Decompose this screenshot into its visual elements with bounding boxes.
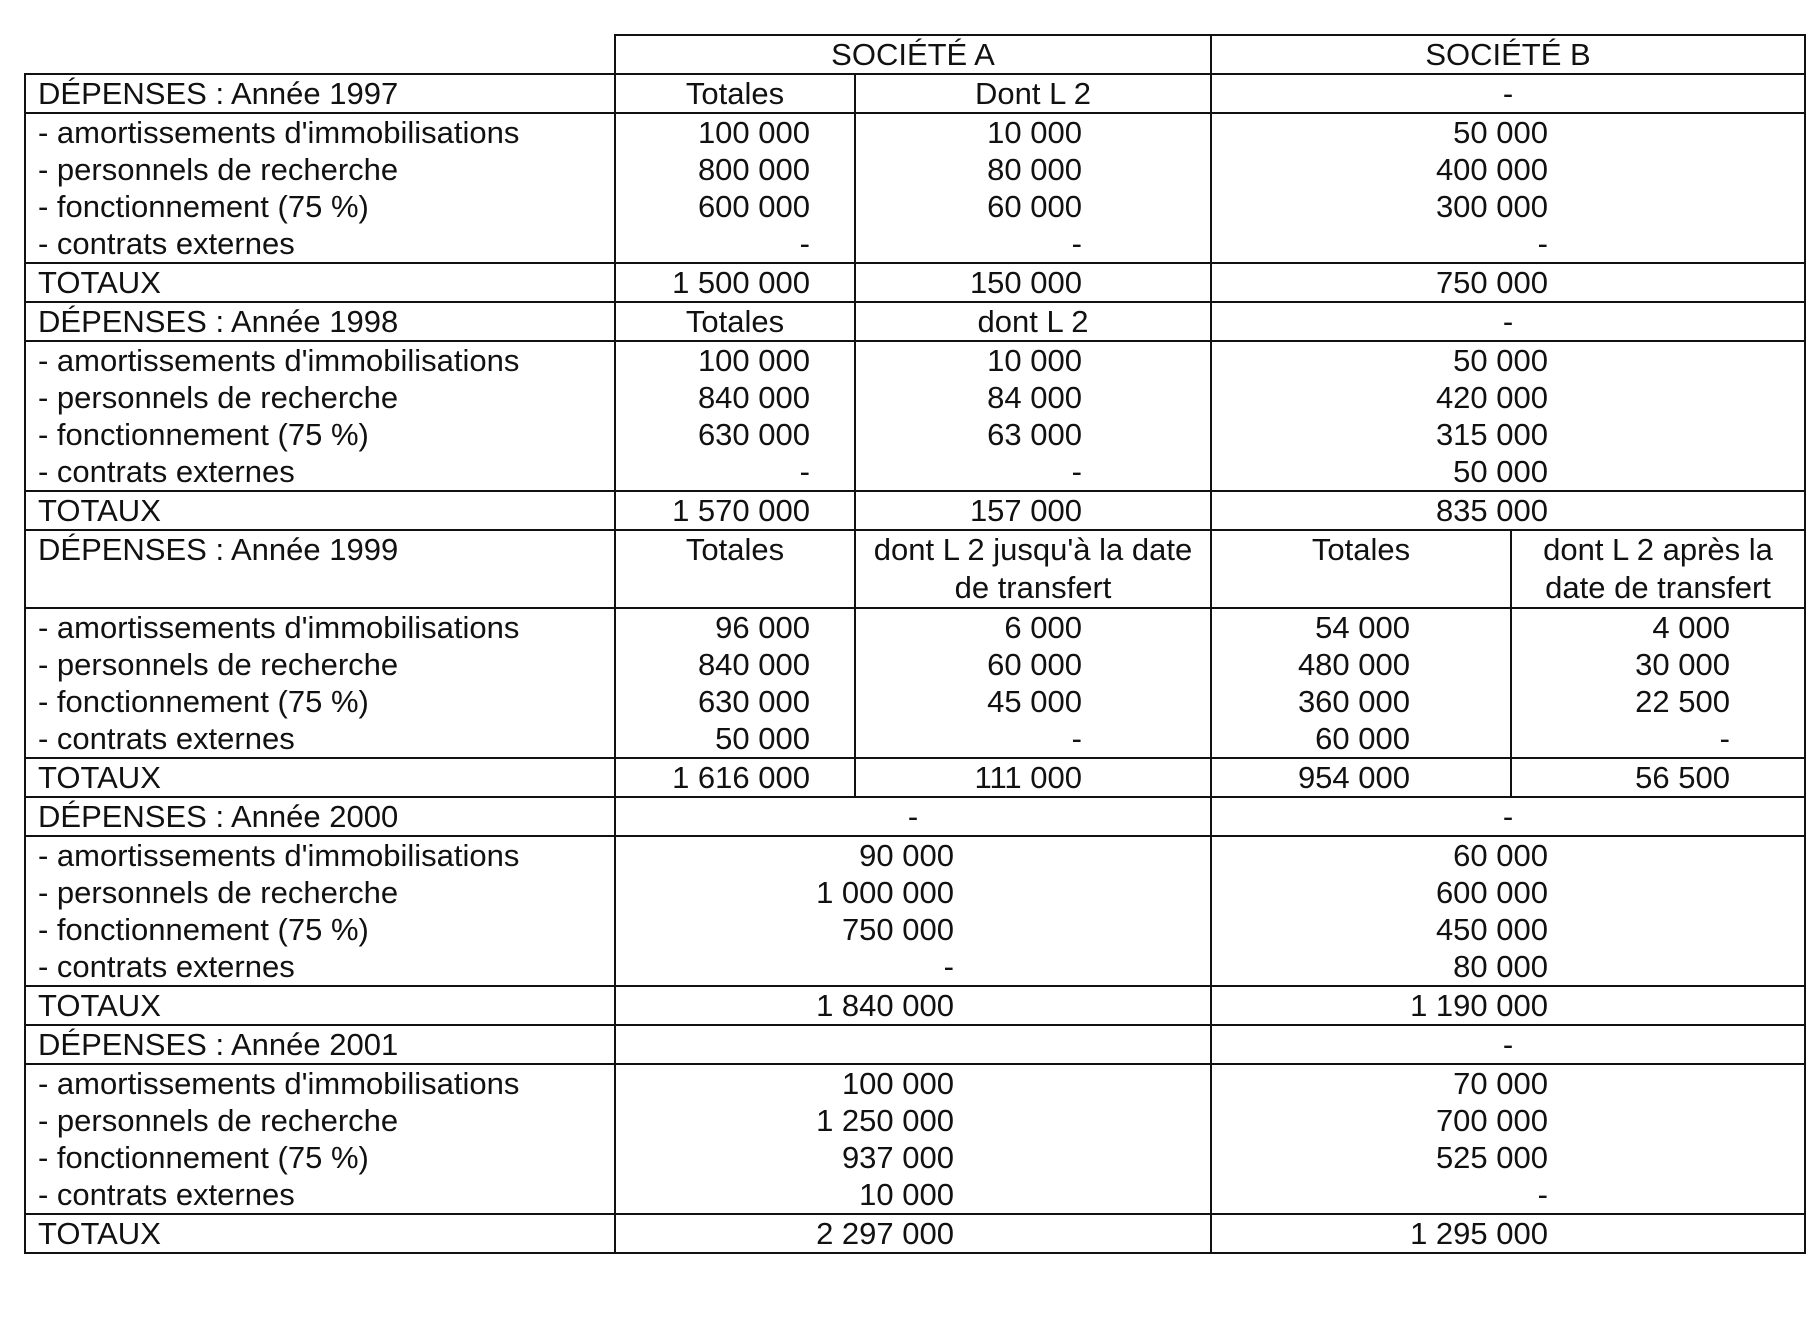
row-label: - personnels de recherche bbox=[25, 874, 615, 911]
cell-a-totales: 50 000 bbox=[615, 720, 855, 758]
cell-a: - bbox=[615, 948, 1211, 986]
table-row bbox=[25, 948, 1805, 986]
table-row bbox=[25, 1102, 1805, 1139]
totals-label: TOTAUX bbox=[25, 986, 615, 1025]
row-label: - amortissements d'immobilisations bbox=[25, 1064, 615, 1102]
cell-a-totales: 96 000 bbox=[615, 608, 855, 646]
cell-b-dont-l2: 30 000 bbox=[1511, 646, 1805, 683]
row-label: - fonctionnement (75 %) bbox=[25, 683, 615, 720]
subheader-b: - bbox=[1211, 797, 1805, 836]
cell-a: 10 000 bbox=[615, 1176, 1211, 1214]
total-b: 1 295 000 bbox=[1211, 1214, 1805, 1253]
table-row bbox=[25, 720, 1805, 758]
table-row bbox=[25, 646, 1805, 683]
year-title-1999: DÉPENSES : Année 1999 bbox=[25, 530, 615, 608]
year-header-row-1999 bbox=[25, 530, 1805, 608]
cell-b: 700 000 bbox=[1211, 1102, 1805, 1139]
table-row bbox=[25, 836, 1805, 874]
cell-a-totales: 100 000 bbox=[615, 341, 855, 379]
cell-b: 450 000 bbox=[1211, 911, 1805, 948]
cell-a-totales: 630 000 bbox=[615, 683, 855, 720]
total-a-totales: 1 500 000 bbox=[615, 263, 855, 302]
row-label: - contrats externes bbox=[25, 948, 615, 986]
year-title-2001: DÉPENSES : Année 2001 bbox=[25, 1025, 615, 1064]
cell-a-dont-l2: - bbox=[855, 453, 1211, 491]
table-row bbox=[25, 379, 1805, 416]
total-b: 835 000 bbox=[1211, 491, 1805, 530]
totals-label: TOTAUX bbox=[25, 263, 615, 302]
subheader-a bbox=[615, 1025, 1211, 1064]
total-a-dont-l2: 150 000 bbox=[855, 263, 1211, 302]
cell-b: 420 000 bbox=[1211, 379, 1805, 416]
table-row bbox=[25, 608, 1805, 646]
cell-b: 525 000 bbox=[1211, 1139, 1805, 1176]
total-a-totales: 1 570 000 bbox=[615, 491, 855, 530]
table-row bbox=[25, 453, 1805, 491]
cell-a-dont-l2: 63 000 bbox=[855, 416, 1211, 453]
cell-a: 1 250 000 bbox=[615, 1102, 1211, 1139]
row-label: - contrats externes bbox=[25, 453, 615, 491]
cell-b: 50 000 bbox=[1211, 453, 1805, 491]
subheader-b: - bbox=[1211, 302, 1805, 341]
company-b-header: SOCIÉTÉ B bbox=[1211, 35, 1805, 74]
cell-a-dont-l2: - bbox=[855, 720, 1211, 758]
cell-a: 100 000 bbox=[615, 1064, 1211, 1102]
table-row bbox=[25, 1139, 1805, 1176]
cell-a-totales: 840 000 bbox=[615, 379, 855, 416]
row-label: - personnels de recherche bbox=[25, 151, 615, 188]
row-label: - contrats externes bbox=[25, 720, 615, 758]
row-label: - amortissements d'immobilisations bbox=[25, 608, 615, 646]
row-label: - fonctionnement (75 %) bbox=[25, 1139, 615, 1176]
total-a-totales: 1 616 000 bbox=[615, 758, 855, 797]
year-header-row-1997 bbox=[25, 74, 1805, 113]
cell-a: 90 000 bbox=[615, 836, 1211, 874]
cell-a-dont-l2: - bbox=[855, 225, 1211, 263]
cell-a-totales: 600 000 bbox=[615, 188, 855, 225]
cell-a-totales: 840 000 bbox=[615, 646, 855, 683]
subheader-a-totales: Totales bbox=[615, 302, 855, 341]
totals-row-2000 bbox=[25, 986, 1805, 1025]
company-a-header: SOCIÉTÉ A bbox=[615, 35, 1211, 74]
row-label: - contrats externes bbox=[25, 225, 615, 263]
subheader-b-dont-l2: dont L 2 après la date de transfert bbox=[1511, 530, 1805, 608]
total-a-dont-l2: 111 000 bbox=[855, 758, 1211, 797]
total-b-totales: 954 000 bbox=[1211, 758, 1511, 797]
row-label: - amortissements d'immobilisations bbox=[25, 113, 615, 151]
cell-a-totales: 800 000 bbox=[615, 151, 855, 188]
cell-b: 50 000 bbox=[1211, 341, 1805, 379]
row-label: - fonctionnement (75 %) bbox=[25, 911, 615, 948]
cell-a-totales: - bbox=[615, 453, 855, 491]
cell-a: 750 000 bbox=[615, 911, 1211, 948]
row-label: - fonctionnement (75 %) bbox=[25, 416, 615, 453]
table-row bbox=[25, 188, 1805, 225]
subheader-a-totales: Totales bbox=[615, 74, 855, 113]
total-b: 750 000 bbox=[1211, 263, 1805, 302]
year-header-row-2000 bbox=[25, 797, 1805, 836]
year-title-2000: DÉPENSES : Année 2000 bbox=[25, 797, 615, 836]
totals-label: TOTAUX bbox=[25, 758, 615, 797]
cell-a-dont-l2: 10 000 bbox=[855, 341, 1211, 379]
table-row bbox=[25, 1064, 1805, 1102]
cell-a-dont-l2: 45 000 bbox=[855, 683, 1211, 720]
total-b-dont-l2: 56 500 bbox=[1511, 758, 1805, 797]
cell-a-dont-l2: 60 000 bbox=[855, 646, 1211, 683]
cell-b: 60 000 bbox=[1211, 836, 1805, 874]
table-row bbox=[25, 151, 1805, 188]
cell-a-dont-l2: 60 000 bbox=[855, 188, 1211, 225]
totals-label: TOTAUX bbox=[25, 491, 615, 530]
total-a: 1 840 000 bbox=[615, 986, 1211, 1025]
table-row bbox=[25, 113, 1805, 151]
totals-row-1999 bbox=[25, 758, 1805, 797]
cell-a-totales: 630 000 bbox=[615, 416, 855, 453]
cell-b-dont-l2: - bbox=[1511, 720, 1805, 758]
subheader-b: - bbox=[1211, 74, 1805, 113]
corner-cell bbox=[25, 35, 615, 74]
cell-a-dont-l2: 10 000 bbox=[855, 113, 1211, 151]
cell-b: 70 000 bbox=[1211, 1064, 1805, 1102]
expenses-table bbox=[24, 34, 1806, 1254]
subheader-a-totales: Totales bbox=[615, 530, 855, 608]
cell-b: - bbox=[1211, 225, 1805, 263]
subheader-a: - bbox=[615, 797, 1211, 836]
cell-b-dont-l2: 22 500 bbox=[1511, 683, 1805, 720]
cell-b: 400 000 bbox=[1211, 151, 1805, 188]
cell-a-totales: 100 000 bbox=[615, 113, 855, 151]
row-label: - personnels de recherche bbox=[25, 646, 615, 683]
subheader-b-totales: Totales bbox=[1211, 530, 1511, 608]
subheader-a-dont-l2: dont L 2 jusqu'à la date de transfert bbox=[855, 530, 1211, 608]
row-label: - amortissements d'immobilisations bbox=[25, 341, 615, 379]
cell-a-dont-l2: 80 000 bbox=[855, 151, 1211, 188]
year-title-1998: DÉPENSES : Année 1998 bbox=[25, 302, 615, 341]
total-b: 1 190 000 bbox=[1211, 986, 1805, 1025]
row-label: - personnels de recherche bbox=[25, 1102, 615, 1139]
cell-b: 80 000 bbox=[1211, 948, 1805, 986]
table-row bbox=[25, 911, 1805, 948]
cell-a-dont-l2: 84 000 bbox=[855, 379, 1211, 416]
cell-b-dont-l2: 4 000 bbox=[1511, 608, 1805, 646]
table-row bbox=[25, 874, 1805, 911]
cell-b-totales: 480 000 bbox=[1211, 646, 1511, 683]
table-row bbox=[25, 416, 1805, 453]
row-label: - personnels de recherche bbox=[25, 379, 615, 416]
year-header-row-2001 bbox=[25, 1025, 1805, 1064]
cell-b-totales: 360 000 bbox=[1211, 683, 1511, 720]
total-a-dont-l2: 157 000 bbox=[855, 491, 1211, 530]
table-row bbox=[25, 683, 1805, 720]
cell-b: - bbox=[1211, 1176, 1805, 1214]
cell-b-totales: 60 000 bbox=[1211, 720, 1511, 758]
row-label: - fonctionnement (75 %) bbox=[25, 188, 615, 225]
cell-b: 315 000 bbox=[1211, 416, 1805, 453]
cell-b: 50 000 bbox=[1211, 113, 1805, 151]
row-label: - amortissements d'immobilisations bbox=[25, 836, 615, 874]
cell-a-dont-l2: 6 000 bbox=[855, 608, 1211, 646]
table-row bbox=[25, 225, 1805, 263]
cell-b: 600 000 bbox=[1211, 874, 1805, 911]
total-a: 2 297 000 bbox=[615, 1214, 1211, 1253]
year-header-row-1998 bbox=[25, 302, 1805, 341]
year-title-1997: DÉPENSES : Année 1997 bbox=[25, 74, 615, 113]
subheader-a-dont-l2: Dont L 2 bbox=[855, 74, 1211, 113]
cell-a: 1 000 000 bbox=[615, 874, 1211, 911]
cell-b-totales: 54 000 bbox=[1211, 608, 1511, 646]
subheader-b: - bbox=[1211, 1025, 1805, 1064]
totals-row-1998 bbox=[25, 491, 1805, 530]
company-header-row bbox=[25, 35, 1805, 74]
table-row bbox=[25, 1176, 1805, 1214]
totals-label: TOTAUX bbox=[25, 1214, 615, 1253]
subheader-a-dont-l2: dont L 2 bbox=[855, 302, 1211, 341]
cell-a: 937 000 bbox=[615, 1139, 1211, 1176]
totals-row-1997 bbox=[25, 263, 1805, 302]
cell-a-totales: - bbox=[615, 225, 855, 263]
totals-row-2001 bbox=[25, 1214, 1805, 1253]
row-label: - contrats externes bbox=[25, 1176, 615, 1214]
table-row bbox=[25, 341, 1805, 379]
cell-b: 300 000 bbox=[1211, 188, 1805, 225]
